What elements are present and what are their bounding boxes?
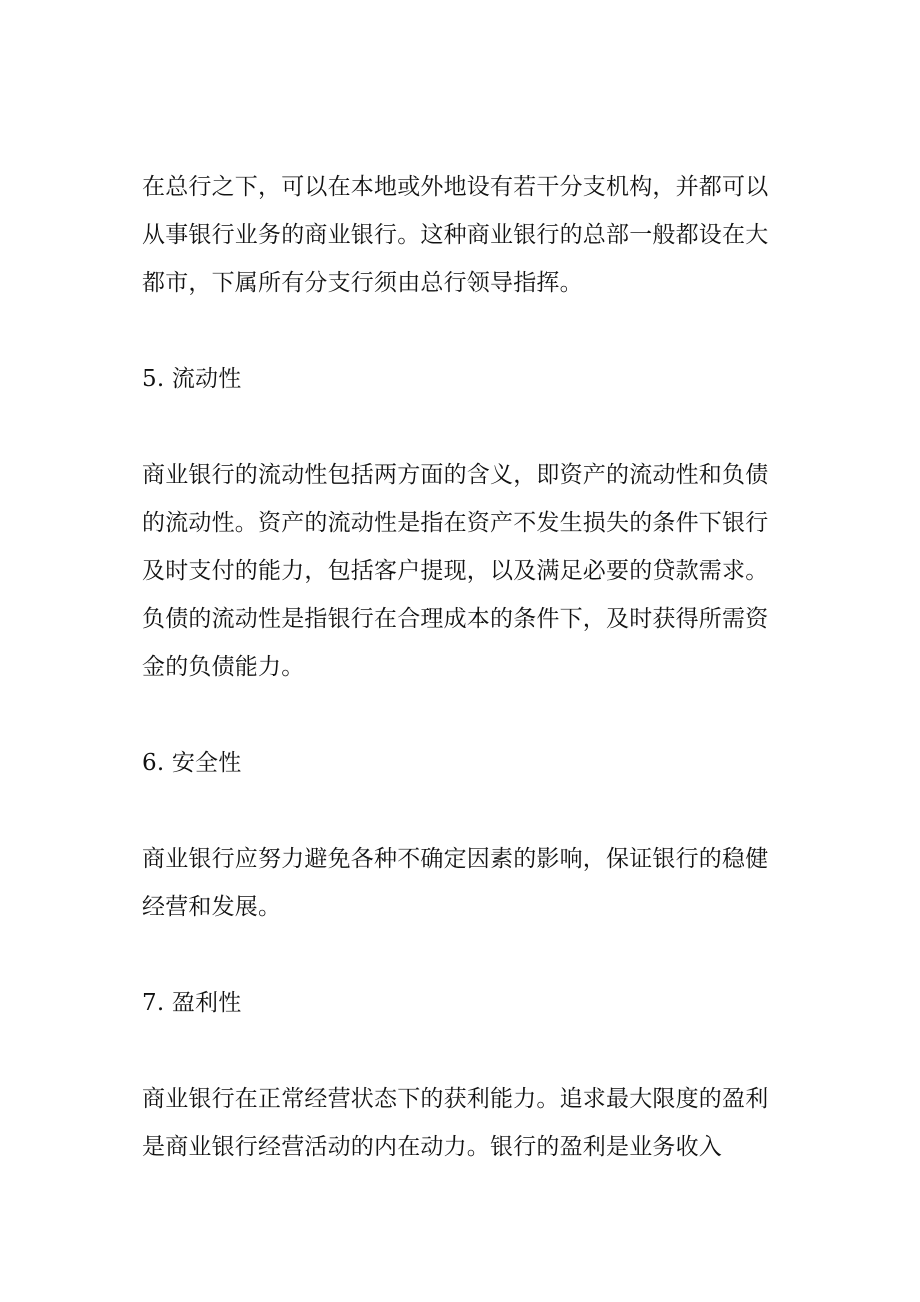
heading-profitability: 7. 盈利性 xyxy=(142,990,242,1016)
paragraph-safety: 商业银行应努力避免各种不确定因素的影响，保证银行的稳健经营和发展。 xyxy=(142,846,769,920)
paragraph-branch-banking: 在总行之下，可以在本地或外地设有若干分支机构，并都可以从事银行业务的商业银行。这种商业银行的总部一般都设在大都市，下属所有分支行须由总行领导指挥。 xyxy=(142,174,769,296)
spacer xyxy=(142,403,782,451)
spacer xyxy=(142,931,782,979)
spacer xyxy=(142,787,782,835)
spacer xyxy=(142,691,782,739)
spacer xyxy=(142,1027,782,1075)
paragraph-profitability: 商业银行在正常经营状态下的获利能力。追求最大限度的盈利是商业银行经营活动的内在动力。银行的盈利是业务收入 xyxy=(142,1086,769,1160)
document-body xyxy=(142,163,782,1171)
heading-safety: 6. 安全性 xyxy=(142,750,242,776)
paragraph-liquidity: 商业银行的流动性包括两方面的含义，即资产的流动性和负债的流动性。资产的流动性是指在资产不发生损失的条件下银行及时支付的能力，包括客户提现，以及满足必要的贷款需求。负债的流动性是指银行在合理成本的条件下，及时获得所需资金的负债能力。 xyxy=(142,462,769,680)
heading-liquidity: 5. 流动性 xyxy=(142,366,242,392)
spacer xyxy=(142,307,782,355)
